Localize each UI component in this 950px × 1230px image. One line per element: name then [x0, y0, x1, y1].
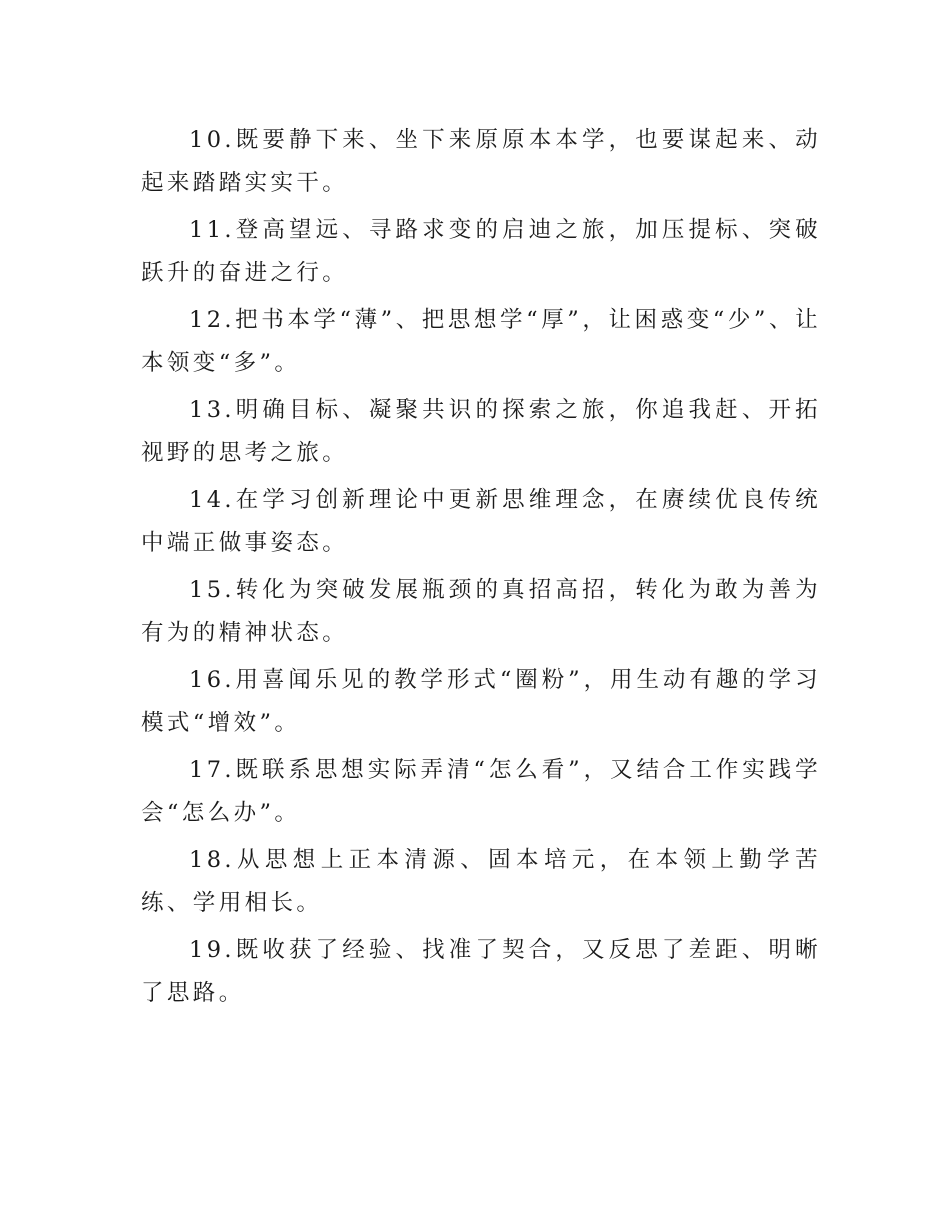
- paragraph-13: 13.明确目标、凝聚共识的探索之旅，你追我赶、开拓视野的思考之旅。: [141, 397, 821, 466]
- paragraph-17: 17.既联系思想实际弄清“怎么看”，又结合工作实践学会“怎么办”。: [141, 757, 821, 826]
- paragraph-15: 15.转化为突破发展瓶颈的真招高招，转化为敢为善为有为的精神状态。: [141, 577, 821, 646]
- paragraph-12: 12.把书本学“薄”、把思想学“厚”，让困惑变“少”、让本领变“多”。: [141, 307, 821, 376]
- paragraph-14: 14.在学习创新理论中更新思维理念，在赓续优良传统中端正做事姿态。: [141, 487, 821, 556]
- document-body: [141, 119, 821, 1019]
- paragraph-19: 19.既收获了经验、找准了契合，又反思了差距、明晰了思路。: [141, 937, 821, 1006]
- paragraph-16: 16.用喜闻乐见的教学形式“圈粉”，用生动有趣的学习模式“增效”。: [141, 667, 821, 736]
- paragraph-10: 10.既要静下来、坐下来原原本本学，也要谋起来、动起来踏踏实实干。: [141, 127, 821, 196]
- paragraph-11: 11.登高望远、寻路求变的启迪之旅，加压提标、突破跃升的奋进之行。: [141, 217, 821, 286]
- paragraph-18: 18.从思想上正本清源、固本培元，在本领上勤学苦练、学用相长。: [141, 847, 821, 916]
